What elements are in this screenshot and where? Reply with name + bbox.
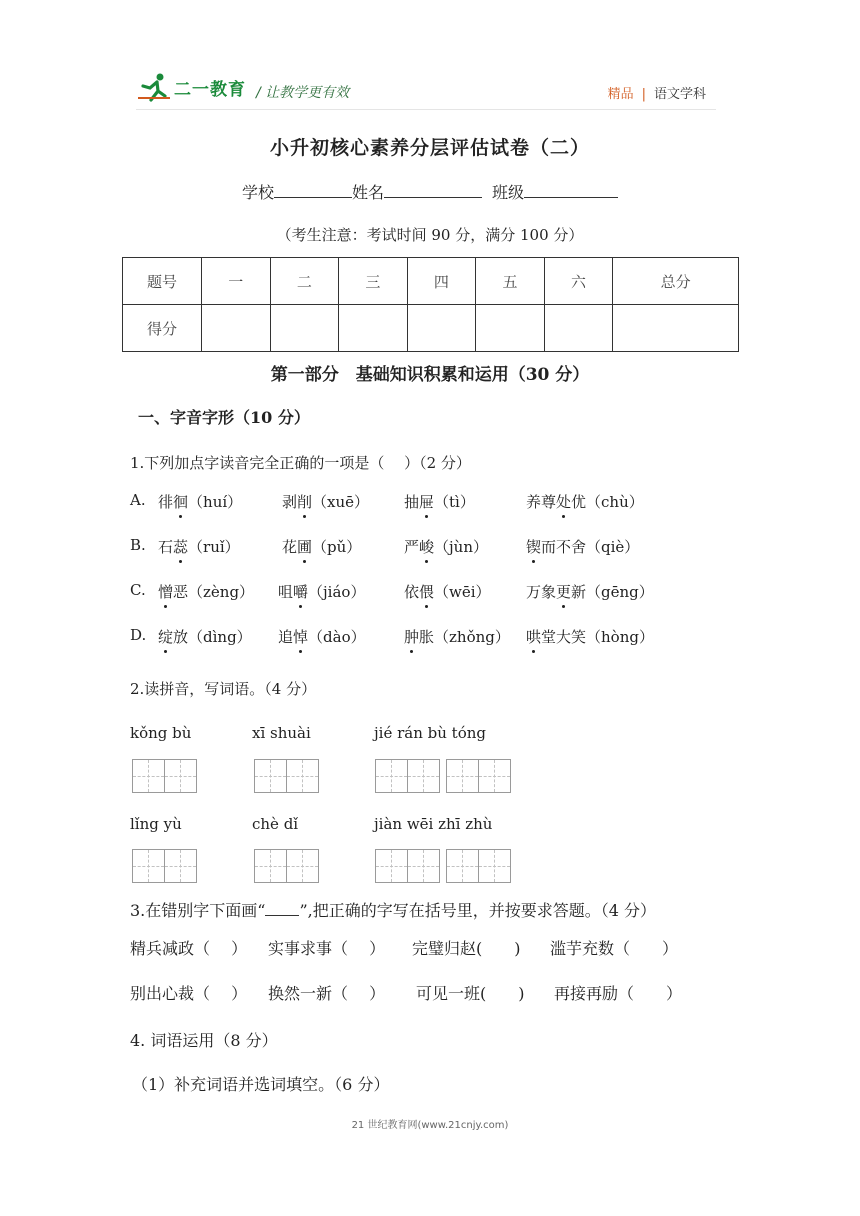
table-cell: 总分 — [613, 258, 739, 305]
option-item: 剥削（xuē） — [282, 493, 370, 511]
dotted-char: 屉 — [419, 493, 435, 511]
logo — [136, 72, 246, 102]
table-cell: 题号 — [123, 258, 202, 305]
school-label: 学校 — [241, 183, 274, 202]
page-footer: 21 世纪教育网(www.21cnjy.com) — [351, 1120, 509, 1131]
option-item: 徘徊（huí） — [158, 493, 243, 511]
pinyin-text: jié rán bù tóng — [374, 724, 486, 742]
underline-sample — [265, 901, 299, 916]
question-3 — [130, 898, 656, 921]
score-input-cell[interactable] — [270, 305, 339, 352]
name-blank[interactable] — [384, 181, 482, 198]
table-cell: 二 — [270, 258, 339, 305]
writing-grid[interactable] — [375, 849, 440, 883]
table-cell: 五 — [476, 258, 545, 305]
dotted-char: 肿 — [404, 628, 420, 646]
question-2: 2.读拼音，写词语。（4 分） — [130, 680, 317, 698]
question-4-1: （1）补充词语并选词填空。（6 分） — [132, 1075, 390, 1094]
idiom-item[interactable]: 精兵减政（ ） — [130, 939, 248, 958]
option-item: 抽屉（tì） — [404, 493, 475, 511]
dotted-char: 更 — [556, 583, 572, 601]
name-label: 姓名 — [351, 183, 384, 202]
pinyin-text: jiàn wēi zhī zhù — [374, 815, 493, 833]
pinyin-text: chè dǐ — [252, 815, 299, 833]
pinyin-text: lǐng yù — [130, 815, 182, 833]
idiom-item[interactable]: 换然一新（ ） — [268, 984, 386, 1003]
option-label: C. — [130, 581, 146, 599]
section-one-title: 一、字音字形（10 分） — [138, 408, 310, 427]
student-info-line — [0, 180, 860, 203]
option-label: B. — [130, 536, 146, 554]
tag-separator: | — [641, 87, 646, 102]
pinyin-text: kǒng bù — [130, 724, 192, 742]
option-item: 憎恶（zèng） — [158, 583, 255, 601]
dotted-char: 削 — [297, 493, 313, 511]
subject-tag: 语文学科 — [653, 87, 706, 102]
quality-tag: 精品 — [607, 87, 634, 102]
score-table-score-row — [123, 305, 739, 352]
question-4: 4. 词语运用（8 分） — [130, 1031, 278, 1050]
option-item: 肿胀（zhǒng） — [404, 628, 510, 646]
option-label: D. — [130, 626, 147, 644]
idiom-item[interactable]: 别出心裁（ ） — [130, 984, 248, 1003]
dotted-char: 哄 — [526, 628, 542, 646]
logo-text: 二一教育 — [174, 79, 246, 100]
option-item: 万象更新（gēng） — [526, 583, 654, 601]
dotted-char: 锲 — [526, 538, 542, 556]
runner-logo-icon — [136, 72, 172, 102]
option-item: 石蕊（ruǐ） — [158, 538, 240, 556]
pinyin-row-1 — [130, 724, 730, 744]
writing-grid[interactable] — [446, 849, 511, 883]
writing-grid[interactable] — [132, 759, 197, 793]
score-table-header-row — [123, 258, 739, 305]
writing-grid[interactable] — [254, 759, 319, 793]
header-tags — [608, 83, 706, 102]
dotted-char: 绽 — [158, 628, 174, 646]
option-item: 养尊处优（chù） — [526, 493, 644, 511]
idiom-item[interactable]: 可见一班( ) — [416, 984, 525, 1003]
table-cell: 得分 — [123, 305, 202, 352]
dotted-char: 峻 — [419, 538, 435, 556]
idiom-row-2 — [130, 981, 750, 1003]
option-item: 严峻（jùn） — [404, 538, 489, 556]
question-3-text: 3.在错别字下面画“ — [130, 901, 266, 920]
option-item: 咀嚼（jiáo） — [278, 583, 366, 601]
page-header — [136, 72, 716, 108]
option-item: 绽放（dìng） — [158, 628, 252, 646]
pinyin-text: xī shuài — [252, 724, 311, 742]
score-input-cell[interactable] — [202, 305, 271, 352]
slogan: / 让教学更有效 — [256, 85, 350, 101]
writing-grid[interactable] — [375, 759, 440, 793]
dotted-char: 憎 — [158, 583, 174, 601]
table-cell: 四 — [407, 258, 476, 305]
dotted-char: 蕊 — [173, 538, 189, 556]
header-divider — [136, 109, 716, 110]
option-item: 哄堂大笑（hòng） — [526, 628, 654, 646]
idiom-item[interactable]: 再接再励（ ） — [554, 984, 683, 1003]
idiom-item[interactable]: 完璧归赵( ) — [412, 939, 521, 958]
writing-grid[interactable] — [446, 759, 511, 793]
class-label: 班级 — [492, 183, 525, 202]
option-c[interactable] — [130, 581, 750, 605]
option-d[interactable] — [130, 626, 750, 650]
dotted-char: 嚼 — [293, 583, 309, 601]
school-blank[interactable] — [274, 181, 352, 198]
writing-grid[interactable] — [132, 849, 197, 883]
option-item: 追悼（dào） — [278, 628, 366, 646]
option-item: 锲而不舍（qiè） — [526, 538, 640, 556]
option-a[interactable] — [130, 491, 750, 515]
idiom-row-1 — [130, 936, 750, 958]
option-item: 依偎（wēi） — [404, 583, 491, 601]
score-table — [122, 257, 739, 352]
part-one-title: 第一部分 基础知识积累和运用（30 分） — [270, 365, 590, 385]
question-3-text-cont: ”,把正确的字写在括号里，并按要求答题。（4 分） — [299, 901, 656, 920]
pinyin-row-2 — [130, 815, 730, 835]
option-label: A. — [130, 491, 146, 509]
idiom-item[interactable]: 实事求事（ ） — [268, 939, 386, 958]
score-input-cell[interactable] — [476, 305, 545, 352]
dotted-char: 圃 — [297, 538, 313, 556]
exam-notice: （考生注意：考试时间 90 分，满分 100 分） — [276, 226, 584, 244]
score-input-cell[interactable] — [613, 305, 739, 352]
score-input-cell[interactable] — [407, 305, 476, 352]
class-blank[interactable] — [524, 181, 618, 198]
table-cell: 三 — [339, 258, 408, 305]
idiom-item[interactable]: 滥芋充数（ ） — [550, 939, 679, 958]
dotted-char: 处 — [556, 493, 572, 511]
dotted-char: 悼 — [293, 628, 309, 646]
exam-title: 小升初核心素养分层评估试卷（二） — [269, 137, 590, 159]
dotted-char: 偎 — [419, 583, 435, 601]
option-b[interactable] — [130, 536, 750, 560]
dotted-char: 徊 — [173, 493, 189, 511]
table-cell: 六 — [544, 258, 613, 305]
table-cell: 一 — [202, 258, 271, 305]
score-input-cell[interactable] — [339, 305, 408, 352]
option-item: 花圃（pǔ） — [282, 538, 362, 556]
writing-grid[interactable] — [254, 849, 319, 883]
question-1: 1.下列加点字读音完全正确的一项是（ ）（2 分） — [130, 454, 471, 472]
score-input-cell[interactable] — [544, 305, 613, 352]
